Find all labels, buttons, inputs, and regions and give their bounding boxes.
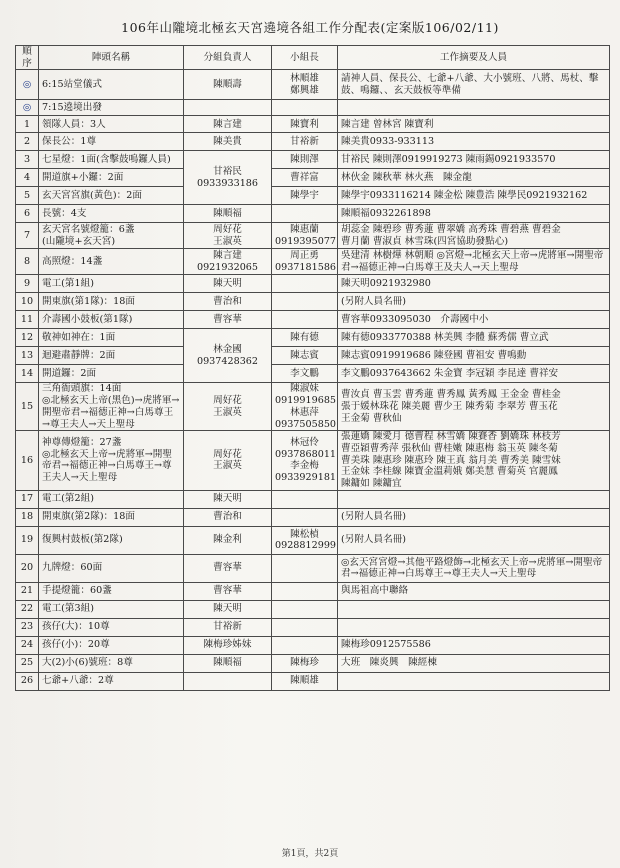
- row-group-leader: [184, 100, 272, 116]
- row-work-summary: 張蓮嬌 陳愛月 德曹程 林雪嬌 陳賽香 劉嬌珠 林枝芳 曹亞穎曹秀萍 張秋仙 曹桂嫩 陳惠梅 翁玉英 陳冬菊 曹美珠 陳惠珍 陳惠玲 陳王真 翁月美 曹秀美 陳雪妹 王金妹 李桂線 陳寶金溫莉娥 鄭美慧 曹菊英 官麗鳳 陳鏞如 陳鏞宜: [338, 431, 610, 491]
- row-sub-leader: [272, 636, 338, 654]
- table-row: [16, 100, 610, 116]
- row-order: 2: [16, 133, 39, 151]
- row-group-leader: 周好花 王淑英: [184, 383, 272, 431]
- row-troupe-name: 電工(第2組): [39, 490, 184, 508]
- table-row: [16, 205, 610, 223]
- row-order: 21: [16, 582, 39, 600]
- row-work-summary: 陳梅珍0912575586: [338, 636, 610, 654]
- header-order: 順序: [16, 46, 39, 70]
- row-order: 3: [16, 151, 39, 169]
- row-sub-leader: [272, 582, 338, 600]
- row-order: ◎: [16, 100, 39, 116]
- row-group-leader: [184, 672, 272, 690]
- table-row: [16, 365, 610, 383]
- row-sub-leader: 曹祥富: [272, 169, 338, 187]
- table-header-row: [16, 46, 610, 70]
- row-group-leader: 林金國 0937428362: [184, 329, 272, 383]
- row-group-leader: 陳天明: [184, 275, 272, 293]
- row-troupe-name: 迴避肅靜牌：2面: [39, 347, 184, 365]
- row-troupe-name: 長號：4支: [39, 205, 184, 223]
- row-group-leader: 曹治和: [184, 293, 272, 311]
- row-work-summary: (另附人員名冊): [338, 508, 610, 526]
- row-group-leader: 陳天明: [184, 600, 272, 618]
- row-order: 14: [16, 365, 39, 383]
- row-sub-leader: 陳順雄: [272, 672, 338, 690]
- table-row: [16, 187, 610, 205]
- row-work-summary: 曹容華0933095030 介壽國中小: [338, 311, 610, 329]
- row-troupe-name: 手提燈籠：60盞: [39, 582, 184, 600]
- row-troupe-name: 三角衙頭旗：14面 ◎北極玄天上帝(黑色)→虎將軍→開聖帝君→福德正神→白馬尊王→尊王夫人→天上聖母: [39, 383, 184, 431]
- row-order: 26: [16, 672, 39, 690]
- row-sub-leader: 陳則澤: [272, 151, 338, 169]
- table-row: [16, 618, 610, 636]
- row-group-leader: 甘裕民 0933933186: [184, 151, 272, 205]
- row-group-leader: 曹容華: [184, 554, 272, 582]
- row-troupe-name: 開道鑼：2面: [39, 365, 184, 383]
- row-order: 11: [16, 311, 39, 329]
- row-work-summary: [338, 490, 610, 508]
- header-group-leader: 分組負責人: [184, 46, 272, 70]
- row-work-summary: 與馬祖高中聯絡: [338, 582, 610, 600]
- row-work-summary: 林伙金 陳秋華 林火燕 陳金龍: [338, 169, 610, 187]
- table-row: [16, 70, 610, 100]
- table-row: [16, 347, 610, 365]
- row-sub-leader: 陳學宇: [272, 187, 338, 205]
- row-troupe-name: 7:15遶境出發: [39, 100, 184, 116]
- row-sub-leader: [272, 100, 338, 116]
- row-order: 25: [16, 654, 39, 672]
- row-work-summary: 曹汝貞 曹玉雲 曹秀蓮 曹秀鳳 黃秀鳳 王金金 曹桂金 張于媛林珠花 陳美麗 曹少王 陳秀菊 李翠芳 曹玉花 王金菊 曹秋仙: [338, 383, 610, 431]
- work-assignment-table: [15, 45, 610, 691]
- row-work-summary: 陳美貴0933-933113: [338, 133, 610, 151]
- row-sub-leader: 李文鵬: [272, 365, 338, 383]
- row-order: 12: [16, 329, 39, 347]
- row-order: 9: [16, 275, 39, 293]
- row-troupe-name: 保長公：1尊: [39, 133, 184, 151]
- table-row: [16, 431, 610, 491]
- row-sub-leader: [272, 293, 338, 311]
- row-troupe-name: 高照燈：14盞: [39, 249, 184, 275]
- row-work-summary: 陳順福0932261898: [338, 205, 610, 223]
- row-group-leader: 曹容華: [184, 311, 272, 329]
- table-row: [16, 169, 610, 187]
- table-row: [16, 293, 610, 311]
- table-row: [16, 600, 610, 618]
- table-row: [16, 554, 610, 582]
- row-order: 18: [16, 508, 39, 526]
- row-sub-leader: [272, 554, 338, 582]
- table-row: [16, 249, 610, 275]
- row-group-leader: 曹容華: [184, 582, 272, 600]
- row-order: 10: [16, 293, 39, 311]
- table-row: [16, 672, 610, 690]
- row-order: 8: [16, 249, 39, 275]
- row-work-summary: 甘裕民 陳則澤0919919273 陳雨錫0921933570: [338, 151, 610, 169]
- row-work-summary: 大班 陳炎興 陳經棟: [338, 654, 610, 672]
- row-group-leader: 陳順壽: [184, 70, 272, 100]
- row-work-summary: 陳言建 曾林宮 陳寶利: [338, 116, 610, 133]
- row-troupe-name: 電工(第1組): [39, 275, 184, 293]
- row-group-leader: 陳順福: [184, 205, 272, 223]
- row-troupe-name: 孩仔(大)：10尊: [39, 618, 184, 636]
- row-order: 17: [16, 490, 39, 508]
- row-group-leader: 曹治和: [184, 508, 272, 526]
- table-row: [16, 151, 610, 169]
- row-work-summary: 陳志賓0919919686 陳登國 曹祖安 曹鳴勳: [338, 347, 610, 365]
- row-troupe-name: 神尊傳燈籠：27盞 ◎北極玄天上帝→虎將軍→開聖帝君→福德正神→白馬尊王→尊王夫人→天上聖母: [39, 431, 184, 491]
- table-row: [16, 275, 610, 293]
- row-group-leader: 周好花 王淑英: [184, 431, 272, 491]
- row-group-leader: 陳美貴: [184, 133, 272, 151]
- table-row: [16, 654, 610, 672]
- row-group-leader: 周好花 王淑英: [184, 223, 272, 249]
- row-group-leader: 陳順福: [184, 654, 272, 672]
- row-order: 1: [16, 116, 39, 133]
- header-sub-leader: 小組長: [272, 46, 338, 70]
- row-troupe-name: 領隊人員：3人: [39, 116, 184, 133]
- row-troupe-name: 介壽國小鼓板(第1隊): [39, 311, 184, 329]
- row-work-summary: (另附人員名冊): [338, 293, 610, 311]
- table-row: [16, 133, 610, 151]
- page-title: 106年山隴境北極玄天宮遶境各組工作分配表(定案版106/02/11): [121, 20, 499, 35]
- row-troupe-name: 玄天宮名號燈籠：6盞 (山隴境+玄天宮): [39, 223, 184, 249]
- row-sub-leader: 周正勇 0937181586: [272, 249, 338, 275]
- row-work-summary: 吳建清 林樹燁 林朝順 ◎宮燈→北極玄天上帝→虎將軍→開聖帝君→福德正神→白馬尊王及夫人→天上聖母: [338, 249, 610, 275]
- table-row: [16, 508, 610, 526]
- row-work-summary: 胡蕊金 陳碧珍 曹秀蓮 曹翠嬌 高秀珠 曹碧燕 曹碧金 曹月蘭 曹淑貞 林雪珠(四宮協助發點心): [338, 223, 610, 249]
- row-sub-leader: 陳志賓: [272, 347, 338, 365]
- row-work-summary: [338, 672, 610, 690]
- row-sub-leader: 甘裕新: [272, 133, 338, 151]
- row-order: ◎: [16, 70, 39, 100]
- row-order: 23: [16, 618, 39, 636]
- page-footer: 第1頁，共2頁: [281, 849, 339, 859]
- row-group-leader: 陳梅珍姊妹: [184, 636, 272, 654]
- row-sub-leader: 林冠伶 0937868011 李金梅 0933929181: [272, 431, 338, 491]
- table-row: [16, 526, 610, 554]
- row-sub-leader: [272, 490, 338, 508]
- row-work-summary: [338, 600, 610, 618]
- row-group-leader: 陳言建: [184, 116, 272, 133]
- row-sub-leader: 林順雄 鄭興雄: [272, 70, 338, 100]
- row-sub-leader: [272, 618, 338, 636]
- row-sub-leader: 陳梅珍: [272, 654, 338, 672]
- row-troupe-name: 玄天宮宮旗(黃色)：2面: [39, 187, 184, 205]
- row-work-summary: [338, 618, 610, 636]
- row-sub-leader: 陳寶利: [272, 116, 338, 133]
- row-group-leader: 甘裕新: [184, 618, 272, 636]
- header-troupe-name: 陣頭名稱: [39, 46, 184, 70]
- row-sub-leader: [272, 600, 338, 618]
- row-work-summary: 請神人員、保長公、七爺+八爺、大小號班、八將、馬杖、擊鼓、鳴鑼、、玄天鼓板等準備: [338, 70, 610, 100]
- row-troupe-name: 電工(第3組): [39, 600, 184, 618]
- row-work-summary: 陳學宇0933116214 陳金松 陳豊浩 陳學民0921932162: [338, 187, 610, 205]
- table-row: [16, 383, 610, 431]
- table-row: [16, 116, 610, 133]
- row-sub-leader: 陳惠蘭 0919395077: [272, 223, 338, 249]
- row-sub-leader: [272, 311, 338, 329]
- row-order: 15: [16, 383, 39, 431]
- row-order: 22: [16, 600, 39, 618]
- table-row: [16, 329, 610, 347]
- row-group-leader: 陳天明: [184, 490, 272, 508]
- row-work-summary: ◎玄天宮宮燈→其他平路燈飾→北極玄天上帝→虎將軍→開聖帝君→福德正神→白馬尊王→尊王夫人→天上聖母: [338, 554, 610, 582]
- table-row: [16, 582, 610, 600]
- table-row: [16, 636, 610, 654]
- row-work-summary: (另附人員名冊): [338, 526, 610, 554]
- row-troupe-name: 九牌燈：60面: [39, 554, 184, 582]
- row-order: 7: [16, 223, 39, 249]
- row-troupe-name: 大(2)小(6)號班：8尊: [39, 654, 184, 672]
- row-troupe-name: 七爺+八爺：2尊: [39, 672, 184, 690]
- row-group-leader: 陳金利: [184, 526, 272, 554]
- row-order: 19: [16, 526, 39, 554]
- row-troupe-name: 孩仔(小)：20尊: [39, 636, 184, 654]
- row-work-summary: 李文鵬0937643662 朱金寶 李冠穎 李昆達 曹祥安: [338, 365, 610, 383]
- row-sub-leader: 陳松楨 0928812999: [272, 526, 338, 554]
- row-work-summary: [338, 100, 610, 116]
- row-sub-leader: [272, 205, 338, 223]
- row-troupe-name: 開道旗+小鑼：2面: [39, 169, 184, 187]
- row-sub-leader: 陳有德: [272, 329, 338, 347]
- row-troupe-name: 七星燈：1面(含擊鼓鳴鑼人員): [39, 151, 184, 169]
- row-order: 13: [16, 347, 39, 365]
- row-work-summary: 陳天明0921932980: [338, 275, 610, 293]
- row-work-summary: 陳有德0933770388 林美興 李體 蘇秀儒 曹立武: [338, 329, 610, 347]
- row-troupe-name: 6:15站堂儀式: [39, 70, 184, 100]
- row-order: 24: [16, 636, 39, 654]
- row-order: 6: [16, 205, 39, 223]
- row-order: 4: [16, 169, 39, 187]
- row-troupe-name: 開東旗(第1隊)：18面: [39, 293, 184, 311]
- header-work-summary: 工作摘要及人員: [338, 46, 610, 70]
- row-troupe-name: 敬神如神在：1面: [39, 329, 184, 347]
- row-troupe-name: 復興村鼓板(第2隊): [39, 526, 184, 554]
- table-row: [16, 490, 610, 508]
- row-sub-leader: 陳淑妹 0919919685 林惠萍 0937505850: [272, 383, 338, 431]
- row-order: 5: [16, 187, 39, 205]
- row-sub-leader: [272, 508, 338, 526]
- row-sub-leader: [272, 275, 338, 293]
- row-order: 16: [16, 431, 39, 491]
- table-row: [16, 311, 610, 329]
- row-troupe-name: 開東旗(第2隊)：18面: [39, 508, 184, 526]
- row-group-leader: 陳言建 0921932065: [184, 249, 272, 275]
- table-row: [16, 223, 610, 249]
- row-order: 20: [16, 554, 39, 582]
